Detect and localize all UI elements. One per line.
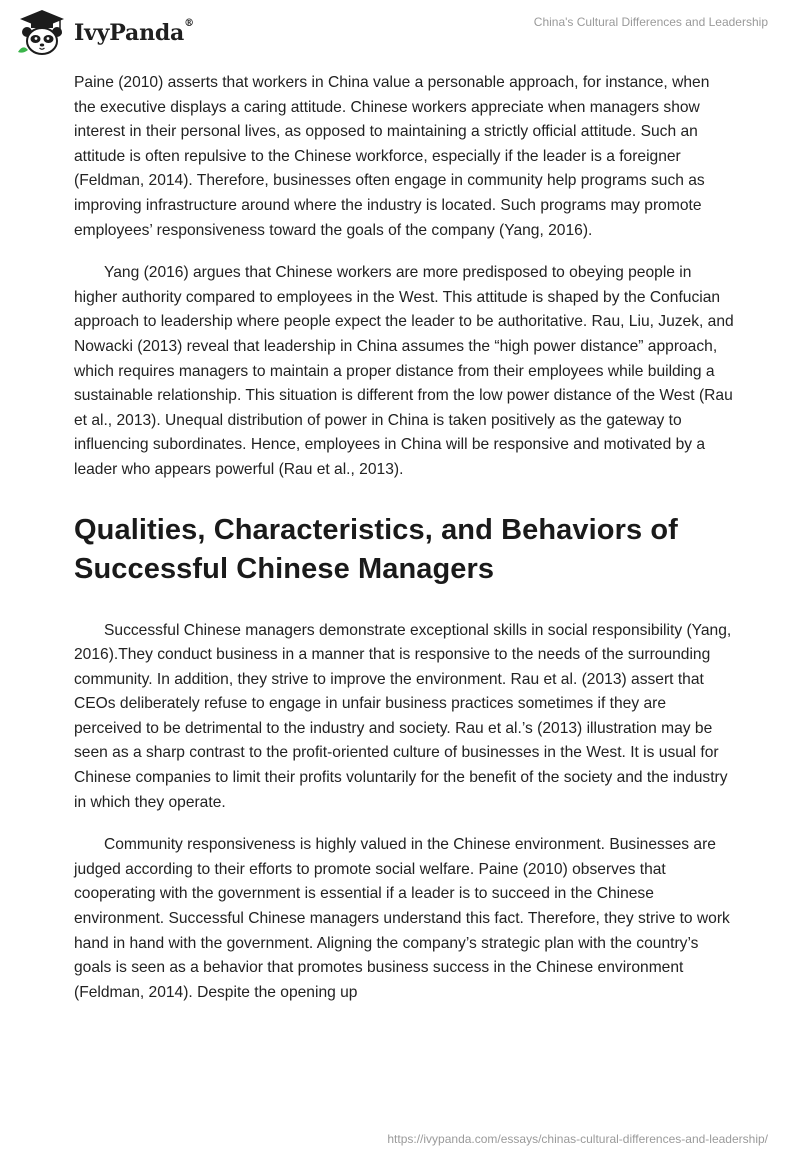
section-heading: Qualities, Characteristics, and Behaviors of Successful Chinese Managers [74,513,678,585]
paragraph-paine-personable: Paine (2010) asserts that workers in China value a personable approach, for instance, when the executive displays a caring attitude. Chinese workers appreciate when managers show interest in their personal lives, as opposed to maintaining a strictly official attitude. Such an attitude is often repulsive to the Chinese workforce, especially if the leader is a foreigner (Feldman, 2014). Therefore, businesses often engage in community help programs such as improving infrastructure around where the industry is located. Such programs may promote employees’ responsiveness toward the goals of the company (Yang, 2016). [74,74,710,239]
paragraph-community-responsiveness: Community responsiveness is highly valued in the Chinese environment. Businesses are judged according to their efforts to promote social welfare. Paine (2010) observes that cooperating with the government is essential if a leader is to succeed in the Chinese environment. Successful Chinese managers understand this fact. Therefore, they strive to work hand in hand with the government. Aligning the company’s strategic plan with the country’s goals is seen as a behavior that promotes business success in the Chinese environment (Feldman, 2014). Despite the opening up [74,836,730,1001]
source-url[interactable]: https://ivypanda.com/essays/chinas-cultural-differences-and-leadership/ [387,1132,768,1146]
registered-mark: ® [184,18,194,29]
paragraph-yang-authority: Yang (2016) argues that Chinese workers are more predisposed to obeying people in higher authority compared to employees in the West. This attitude is shaped by the Confucian approach to leadership where people expect the leader to be authoritative. Rau, Liu, Juzek, and Nowacki (2013) reveal that leadership in China assumes the “high power distance” approach, which requires managers to maintain a proper distance from their employees while building a sustainable relationship. This situation is different from the low power distance of the West (Rau et al., 2013). Unequal distribution of power in China is taken positively as the gateway to influencing subordinates. Hence, employees in China will be responsive and motivated by a leader who appears powerful (Rau et al., 2013). [74,264,734,478]
page-header [0,0,800,62]
brand-name: IvyPanda® [74,18,194,46]
essay-body [74,71,734,1023]
paragraph-social-responsibility: Successful Chinese managers demonstrate exceptional skills in social responsibility (Yang, 2016).They conduct business in a manner that is responsive to the needs of the surrounding community. In addition, they strive to improve the environment. Rau et al. (2013) assert that CEOs deliberately refuse to engage in unfair business practices sometimes if they are perceived to be detrimental to the industry and society. Rau et al.’s (2013) illustration may be seen as a sharp contrast to the profit-oriented culture of businesses in the West. It is usual for Chinese companies to limit their profits voluntarily for the benefit of the society and the industry in which they operate. [74,621,732,811]
panda-graduation-cap-icon [14,8,70,58]
document-title: China's Cultural Differences and Leadership [533,15,768,29]
ivypanda-logo[interactable] [14,8,194,58]
